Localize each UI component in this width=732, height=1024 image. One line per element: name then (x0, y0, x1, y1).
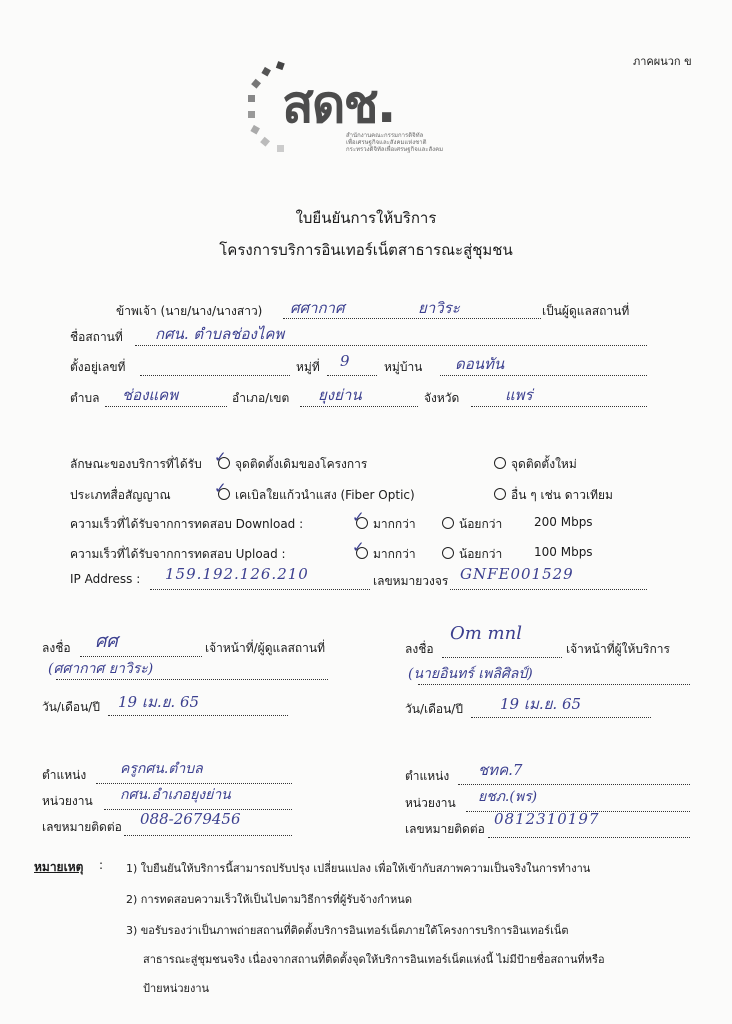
upload-less-option[interactable] (442, 545, 502, 564)
declarant-label: ข้าพเจ้า (นาย/นาง/นางสาว) (116, 304, 263, 318)
download-more-label: มากกว่า (373, 517, 416, 531)
form-title: ใบยืนยันการให้บริการ (295, 209, 437, 227)
left-date-label: วัน/เดือน/ปี (42, 700, 100, 714)
right-date-label: วัน/เดือน/ปี (405, 702, 463, 716)
village-value: ดอนทัน (455, 355, 505, 373)
download-more-option[interactable] (356, 515, 416, 534)
province-value: แพร่ (505, 386, 533, 404)
left-unit-value: กศน.อำเภอยุงย่าน (120, 787, 231, 803)
left-role: เจ้าหน้าที่/ผู้ดูแลสถานที่ (205, 641, 326, 655)
left-unit-label: หน่วยงาน (42, 794, 93, 808)
form-subtitle: โครงการบริการอินเทอร์เน็ตสาธารณะสู่ชุมชน (219, 241, 513, 259)
right-sign-line (442, 657, 562, 658)
left-name: (ศศากาศ ยาวิระ) (48, 661, 154, 677)
left-sign-line (80, 656, 202, 657)
logo-wordmark: สดช. (282, 75, 395, 135)
appendix-label: ภาคผนวก ข (633, 55, 692, 68)
right-unit-label: หน่วยงาน (405, 796, 456, 810)
logo-org-line-2: เพื่อเศรษฐกิจและสังคมแห่งชาติ (346, 139, 427, 146)
check-download-more-icon: ✓ (352, 508, 365, 526)
village-label: หมู่บ้าน (384, 360, 423, 374)
upload-label: ความเร็วที่ได้รับจากการทดสอบ Upload : (70, 547, 286, 561)
tambon-value: ช่องแคพ (122, 386, 179, 404)
upload-less-label: น้อยกว่า (459, 547, 503, 561)
upload-more-label: มากกว่า (373, 547, 416, 561)
ip-line (150, 589, 370, 590)
moo-label: หมู่ที่ (296, 360, 320, 374)
upload-speed: 100 Mbps (534, 545, 593, 559)
service-type-option-new[interactable] (494, 455, 577, 474)
media-option-other-label: อื่น ๆ เช่น ดาวเทียม (511, 488, 613, 502)
left-date-line (108, 715, 288, 716)
right-phone-value: 0812310197 (494, 810, 600, 828)
right-position-label: ตำแหน่ง (405, 769, 450, 783)
download-less-label: น้อยกว่า (459, 517, 503, 531)
moo-value: 9 (340, 352, 350, 370)
logo-org-line-1: สำนักงานคณะกรรมการดิจิทัล (346, 132, 424, 139)
radio-upload-less-icon (442, 547, 454, 559)
right-phone-label: เลขหมายติดต่อ (405, 822, 485, 836)
download-speed: 200 Mbps (534, 515, 593, 529)
left-signature: ศศ (95, 631, 118, 652)
right-role: เจ้าหน้าที่ผู้ให้บริการ (566, 642, 670, 656)
amphoe-label: อำเภอ/เขต (232, 391, 290, 405)
media-option-fiber-label: เคเบิลใยแก้วนำแสง (Fiber Optic) (235, 488, 415, 502)
service-type-label: ลักษณะของบริการที่ได้รับ (70, 457, 202, 471)
left-date-value: 19 เม.ย. 65 (118, 693, 200, 711)
declarant-first-name: ศศากาศ (290, 299, 345, 317)
declarant-last-name: ยาวิระ (418, 299, 460, 317)
right-unit-value: ยชภ.(พร) (478, 789, 538, 805)
province-line (471, 406, 647, 407)
place-value: กศน. ตำบลช่องไคพ (155, 325, 285, 343)
media-option-other[interactable] (494, 486, 613, 505)
note-3-line-1: 3) ขอรับรองว่าเป็นภาพถ่ายสถานที่ติดตั้งบริการอินเทอร์เน็ตภายใต้โครงการบริการอินเทอร์เน็ต (126, 924, 569, 937)
upload-more-option[interactable] (356, 545, 416, 564)
right-position-value: ชทค.7 (478, 761, 523, 779)
right-date-line (471, 717, 651, 718)
radio-new-icon (494, 457, 506, 469)
tambon-label: ตำบล (70, 391, 100, 405)
left-position-label: ตำแหน่ง (42, 768, 87, 782)
right-date-value: 19 เม.ย. 65 (500, 695, 582, 713)
check-existing-icon: ✓ (214, 448, 227, 466)
media-option-fiber[interactable] (218, 486, 415, 505)
province-label: จังหวัด (424, 391, 460, 405)
note-1: 1) ใบยืนยันให้บริการนี้สามารถปรับปรุง เปลี่ยนแปลง เพื่อให้เข้ากับสภาพความเป็นจริงในการทำงาน (126, 862, 591, 875)
left-name-line (56, 679, 328, 680)
left-phone-label: เลขหมายติดต่อ (42, 820, 122, 834)
right-position-line (458, 784, 690, 785)
download-less-option[interactable] (442, 515, 502, 534)
address-line (140, 375, 290, 376)
check-upload-more-icon: ✓ (352, 538, 365, 556)
note-3-line-2: สาธารณะสู่ชุมชนจริง เนื่องจากสถานที่ติดตั้งจุดให้บริการอินเทอร์เน็ตแห่งนี้ ไม่มีป้ายชื่อสถานที่หรือ (143, 953, 605, 966)
right-sign-label: ลงชื่อ (405, 642, 434, 656)
download-label: ความเร็วที่ได้รับจากการทดสอบ Download : (70, 517, 304, 531)
declarant-suffix: เป็นผู้ดูแลสถานที่ (542, 304, 630, 318)
right-name-line (418, 684, 690, 685)
circuit-label: เลขหมายวงจร (373, 574, 449, 588)
radio-other-icon (494, 488, 506, 500)
left-phone-line (124, 835, 292, 836)
service-type-option-new-label: จุดติดตั้งใหม่ (511, 457, 577, 471)
right-signature: Om mnl (450, 623, 522, 644)
circuit-line (450, 589, 647, 590)
place-label: ชื่อสถานที่ (70, 330, 123, 344)
logo-org-line-3: กระทรวงดิจิทัลเพื่อเศรษฐกิจและสังคม (346, 146, 444, 153)
left-phone-value: 088-2679456 (140, 810, 241, 828)
right-name: (นายอินทร์ เพลิศิลป์) (408, 666, 533, 682)
left-sign-label: ลงชื่อ (42, 641, 71, 655)
left-position-value: ครูกศน.ตำบล (120, 761, 203, 777)
address-label: ตั้งอยู่เลขที่ (70, 360, 126, 374)
media-label: ประเภทสื่อสัญญาณ (70, 488, 171, 502)
notes-label: หมายเหตุ (34, 860, 84, 874)
right-phone-line (488, 837, 690, 838)
moo-line (327, 375, 377, 376)
radio-download-less-icon (442, 517, 454, 529)
note-3-line-3: ป้ายหน่วยงาน (143, 982, 210, 995)
check-fiber-icon: ✓ (214, 479, 227, 497)
notes-colon: : (99, 858, 104, 872)
circuit-value: GNFE001529 (460, 565, 574, 583)
service-type-option-existing[interactable] (218, 455, 367, 474)
ip-value: 159.192.126.210 (165, 565, 309, 583)
note-2: 2) การทดสอบความเร็วให้เป็นไปตามวิธีการที่ผู้รับจ้างกำหนด (126, 893, 412, 906)
service-type-option-existing-label: จุดติดตั้งเดิมของโครงการ (235, 457, 368, 471)
ip-label: IP Address : (70, 572, 141, 586)
amphoe-value: ยุงย่าน (318, 386, 362, 404)
